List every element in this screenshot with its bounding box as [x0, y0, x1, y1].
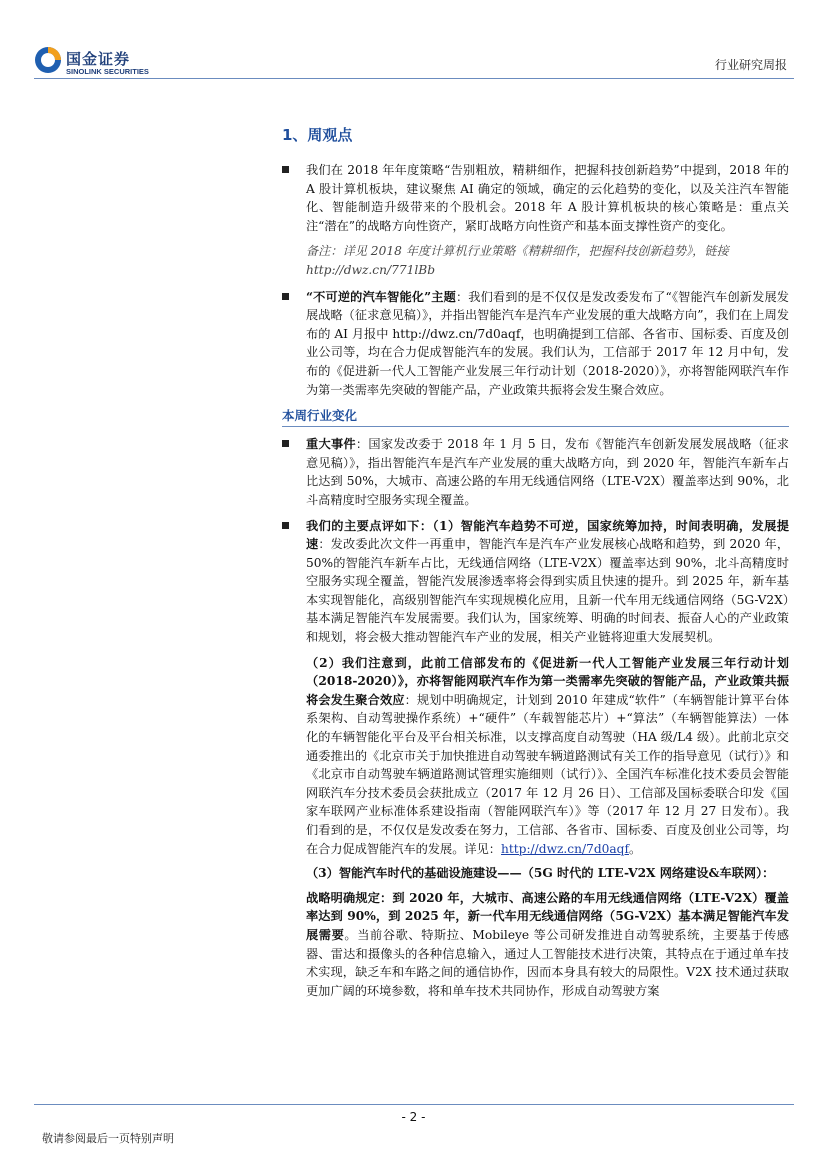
bullet-paragraph-smart-car-theme — [282, 288, 789, 400]
section-title: 1、周观点 — [282, 126, 353, 144]
paragraph-text: ：发改委此次文件一再重申，智能汽车是汽车产业发展核心战略和趋势，到 2020 年，50%的智能汽车新车占比，无线通信网络（LTE-V2X）覆盖率达到 90%，北斗高精度时空服务实现全覆盖，智能汽发展渗透率将会得到实质且快速的提升。到 2025 年，新车基本实现智能化，高级别智能汽车实现规模化应用，且新一代车用无线通信网络（5G-V2X）基本满足智能汽车发展需要。我们认为，国家统筹、明确的时间表、振奋人心的产业政策和规划，将会极大推动智能汽车产业的发展，相关产业链将迎重大发展契机。 — [306, 537, 790, 645]
paragraph-text: ：国家发改委于 2018 年 1 月 5 日，发布《智能汽车创新发展发展战略（征求意见稿）》，指出智能汽车是汽车产业发展的重大战略方向，到 2020 年，智能汽车新车占比达到 50%，大城市、高速公路的车用无线通信网络（LTE-V2X）覆盖率达到 90%，北斗高精度时空服务实现全覆盖。 — [306, 437, 789, 507]
logo-mark-icon — [34, 46, 62, 74]
paragraph-text: ：规划中明确规定，计划到 2010 年建成“软件”（车辆智能计算平台体系架构、自动驾驶操作系统）+“硬件”（车载智能芯片）+“算法”（车辆智能算法）一体化的车辆智能化平台及平台相关标准，以支撑高度自动驾驶（HA 级/L4 级）。此前北京交通委推出的《北京市关于加快推进自动驾驶车辆道路测试有关工作的指导意见（试行）》和《北京市自动驾驶车辆道路测试管理实施细则（试行）》、全国汽车标准化技术委员会智能网联汽车分技术委员会获批成立（2017 年 12 月 26 日）、工信部及国标委联合印发《国家车联网产业标准体系建设指南（智能网联汽车）》等（2017 年 12 月 27 日发布）。我们看到的是，不仅仅是发改委在努力，工信部、各省市、国标委、百度及创业公司等，均在合力促成智能汽车的发展。详见： — [306, 692, 790, 856]
footer-disclaimer: 敬请参阅最后一页特别声明 — [42, 1132, 174, 1145]
square-bullet-icon — [282, 166, 289, 173]
logo-chinese-name: 国金证券 — [66, 50, 131, 68]
page-header — [0, 0, 827, 84]
paragraph-lead: （2）我们注意到，此前工信部发布的《促进新一代人工智能产业发展三年行动计划（2018-2020）》，亦将智能网联汽车作为第一类需率先突破的智能产品，产业政策共振将会发生聚合效应 — [306, 655, 789, 707]
logo-english-name: SINOLINK SECURITIES — [66, 67, 149, 76]
bullet-paragraph-strategy — [282, 161, 789, 235]
main-content — [282, 124, 789, 1006]
paragraph-lead: 战略明确规定：到 2020 年，大城市、高速公路的车用无线通信网络（LTE-V2X）覆盖率达到 90%，到 2025 年，新一代车用无线通信网络（5G-V2X）基本满足智能汽车发展需要 — [306, 890, 789, 942]
strategy-note: 备注：详见 2018 年度计算机行业策略《精耕细作，把握科技创新趋势》，链接 http://dwz.cn/771lBb — [306, 244, 729, 277]
paragraph-lead: “不可逆的汽车智能化”主题 — [306, 289, 456, 304]
company-logo — [34, 46, 154, 78]
square-bullet-icon — [282, 522, 289, 529]
page-number: - 2 - — [401, 1110, 426, 1124]
report-type-label: 行业研究周报 — [714, 58, 787, 72]
paragraph-miit-plan — [282, 654, 789, 859]
paragraph-lead: 我们的主要点评如下：（1）智能汽车趋势不可逆，国家统筹加持，时间表明确，发展提速 — [306, 518, 789, 552]
paragraph-lead: 重大事件 — [306, 437, 356, 452]
paragraph-text: 。当前谷歌、特斯拉、Mobileye 等公司研发推进自动驾驶系统，主要基于传感器、雷达和摄像头的各种信息输入，通过人工智能技术进行决策，其特点在于通过单车技术实现，缺乏车和车路之间的通信协作，因而本身具有较大的局限性。V2X 技术通过获取更加广阔的环境参数，将和单车技术共同协作，形成自动驾驶方案 — [306, 927, 789, 998]
weekly-changes-heading: 本周行业变化 — [282, 406, 789, 427]
header-divider — [34, 78, 794, 79]
square-bullet-icon — [282, 440, 289, 447]
paragraph-text: 我们在 2018 年年度策略“告别粗放，精耕细作，把握科技创新趋势”中提到，2018 年的 A 股计算机板块，建议聚焦 AI 确定的领域，确定的云化趋势的变化，以及关注汽车智能化、智能制造升级带来的个股机会。2018 年 A 股计算机板块的核心策略是：重点关注“潜在”的战略方向性资产，紧盯战略方向性资产和基本面支撑性资产的变化。 — [306, 163, 789, 233]
reference-link[interactable]: http://dwz.cn/7d0aqf — [501, 841, 629, 856]
paragraph-text: ：我们看到的是不仅仅是发改委发布了“《智能汽车创新发展发展战略（征求意见稿）》，并指出智能汽车是汽车产业发展的重大战略方向”，我们在上周发布的 AI 月报中 http://dwz.cn/7d0aqf，也明确提到工信部、各省市、国标委、百度及创业公司等，均在合力促成智能汽车的发展。我们认为，工信部于 2017 年 12 月中旬，发布的《促进新一代人工智能产业发展三年行动计划（2018-2020）》，亦将智能网联汽车作为第一类需率先突破的智能产品，产业政策共振将会发生聚合效应。 — [306, 289, 789, 397]
bullet-paragraph-major-event — [282, 435, 789, 509]
footer-divider — [34, 1104, 794, 1105]
paragraph-lead: （3）智能汽车时代的基础设施建设——（5G 时代的 LTE-V2X 网络建设&车联网）： — [306, 866, 775, 881]
paragraph-strategy-rule — [282, 889, 789, 1001]
paragraph-tail: 。 — [628, 841, 642, 856]
paragraph-infrastructure-heading — [282, 864, 789, 883]
bullet-paragraph-comments — [282, 517, 789, 647]
square-bullet-icon — [282, 293, 289, 300]
